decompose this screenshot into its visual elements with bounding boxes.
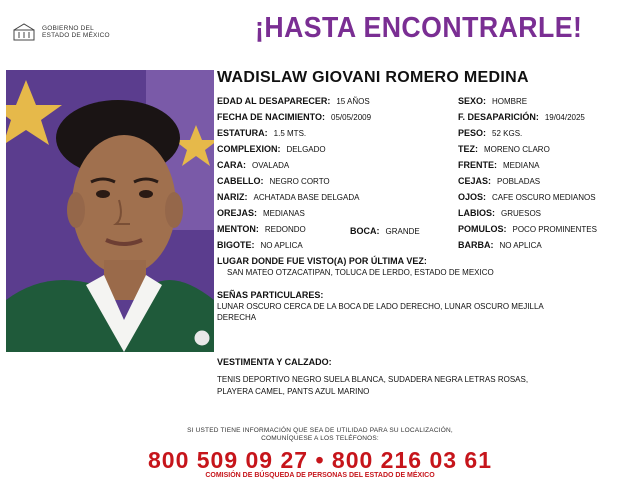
info-line-1: SI USTED TIENE INFORMACIÓN QUE SEA DE UTILIDAD PARA SU LOCALIZACIÓN, xyxy=(187,427,453,434)
value-sexo: HOMBRE xyxy=(492,97,528,106)
value-bigote: NO APLICA xyxy=(260,241,303,250)
field-bigote xyxy=(217,240,303,250)
value-complexion: DELGADO xyxy=(286,145,326,154)
last-seen-text: SAN MATEO OTZACATIPAN, TOLUCA DE LERDO, ESTADO DE MEXICO xyxy=(227,268,494,277)
clothing-title: VESTIMENTA Y CALZADO: xyxy=(217,357,332,367)
field-nariz xyxy=(217,192,359,202)
field-menton xyxy=(217,224,306,234)
label-cara: CARA: xyxy=(217,160,246,170)
field-estatura xyxy=(217,128,306,138)
value-menton: REDONDO xyxy=(264,225,306,234)
marks-title: SEÑAS PARTICULARES: xyxy=(217,290,324,300)
clothing-line-2: PLAYERA CAMEL, PANTS AZUL MARINO xyxy=(217,387,370,396)
phone-separator: • xyxy=(315,447,325,473)
value-tez: MORENO CLARO xyxy=(484,145,550,154)
label-desaparicion: F. DESAPARICIÓN: xyxy=(458,112,539,122)
field-peso xyxy=(458,128,522,138)
label-nariz: NARIZ: xyxy=(217,192,248,202)
field-ojos xyxy=(458,192,596,202)
value-cejas: POBLADAS xyxy=(497,177,541,186)
label-bigote: BIGOTE: xyxy=(217,240,255,250)
value-nariz: ACHATADA BASE DELGADA xyxy=(253,193,360,202)
gov-line-1: GOBIERNO DEL xyxy=(42,24,94,32)
label-cejas: CEJAS: xyxy=(458,176,492,186)
marks-line-1: LUNAR OSCURO CERCA DE LA BOCA DE LADO DERECHO, LUNAR OSCURO MEJILLA xyxy=(217,302,544,311)
value-desaparicion: 19/04/2025 xyxy=(544,113,585,122)
value-barba: NO APLICA xyxy=(499,241,542,250)
value-cara: OVALADA xyxy=(252,161,290,170)
phone-2: 800 216 03 61 xyxy=(331,447,493,473)
field-frente xyxy=(458,160,539,170)
field-edad xyxy=(217,96,370,106)
missing-person-photo xyxy=(6,70,214,352)
field-cabello xyxy=(217,176,330,186)
field-boca xyxy=(350,226,420,236)
field-cejas xyxy=(458,176,540,186)
field-labios xyxy=(458,208,541,218)
field-barba xyxy=(458,240,542,250)
banner-title: ¡HASTA ENCONTRARLE! xyxy=(255,12,583,44)
value-nacimiento: 05/05/2009 xyxy=(331,113,372,122)
value-ojos: CAFE OSCURO MEDIANOS xyxy=(492,193,596,202)
value-orejas: MEDIANAS xyxy=(263,209,305,218)
person-name: WADISLAW GIOVANI ROMERO MEDINA xyxy=(217,69,529,86)
state-seal-icon xyxy=(12,22,36,42)
field-cara xyxy=(217,160,289,170)
gov-line-2: ESTADO DE MÉXICO xyxy=(42,32,110,39)
info-line-2: COMUNÍQUESE A LOS TELÉFONOS: xyxy=(261,435,379,442)
label-edad: EDAD AL DESAPARECER: xyxy=(217,96,331,106)
clothing-line-1: TENIS DEPORTIVO NEGRO SUELA BLANCA, SUDADERA NEGRA LETRAS ROSAS, xyxy=(217,375,529,384)
value-boca: GRANDE xyxy=(385,227,420,236)
marks-line-2: DERECHA xyxy=(217,313,257,322)
field-complexion xyxy=(217,144,326,154)
label-peso: PESO: xyxy=(458,128,487,138)
commission-name: COMISIÓN DE BÚSQUEDA DE PERSONAS DEL ESTADO DE MÉXICO xyxy=(205,472,435,479)
value-labios: GRUESOS xyxy=(501,209,542,218)
field-orejas xyxy=(217,208,305,218)
label-nacimiento: FECHA DE NACIMIENTO: xyxy=(217,112,325,122)
value-cabello: NEGRO CORTO xyxy=(269,177,330,186)
field-pomulos xyxy=(458,224,597,234)
label-ojos: OJOS: xyxy=(458,192,487,202)
label-menton: MENTON: xyxy=(217,224,259,234)
label-complexion: COMPLEXION: xyxy=(217,144,281,154)
value-pomulos: POCO PROMINENTES xyxy=(512,225,597,234)
field-nacimiento xyxy=(217,112,371,122)
label-cabello: CABELLO: xyxy=(217,176,264,186)
phone-1: 800 509 09 27 xyxy=(147,447,309,473)
last-seen-title: LUGAR DONDE FUE VISTO(A) POR ÚLTIMA VEZ: xyxy=(217,256,427,266)
government-logo xyxy=(12,22,110,42)
label-frente: FRENTE: xyxy=(458,160,497,170)
label-sexo: SEXO: xyxy=(458,96,487,106)
value-peso: 52 KGS. xyxy=(492,129,523,138)
value-frente: MEDIANA xyxy=(503,161,540,170)
label-tez: TEZ: xyxy=(458,144,478,154)
label-barba: BARBA: xyxy=(458,240,494,250)
value-edad: 15 AÑOS xyxy=(336,97,370,106)
label-boca: BOCA: xyxy=(350,226,380,236)
field-desaparicion xyxy=(458,112,585,122)
field-tez xyxy=(458,144,550,154)
field-sexo xyxy=(458,96,527,106)
value-estatura: 1.5 MTS. xyxy=(273,129,307,138)
label-labios: LABIOS: xyxy=(458,208,495,218)
label-orejas: OREJAS: xyxy=(217,208,258,218)
phone-numbers xyxy=(0,447,640,474)
label-pomulos: POMULOS: xyxy=(458,224,507,234)
label-estatura: ESTATURA: xyxy=(217,128,268,138)
